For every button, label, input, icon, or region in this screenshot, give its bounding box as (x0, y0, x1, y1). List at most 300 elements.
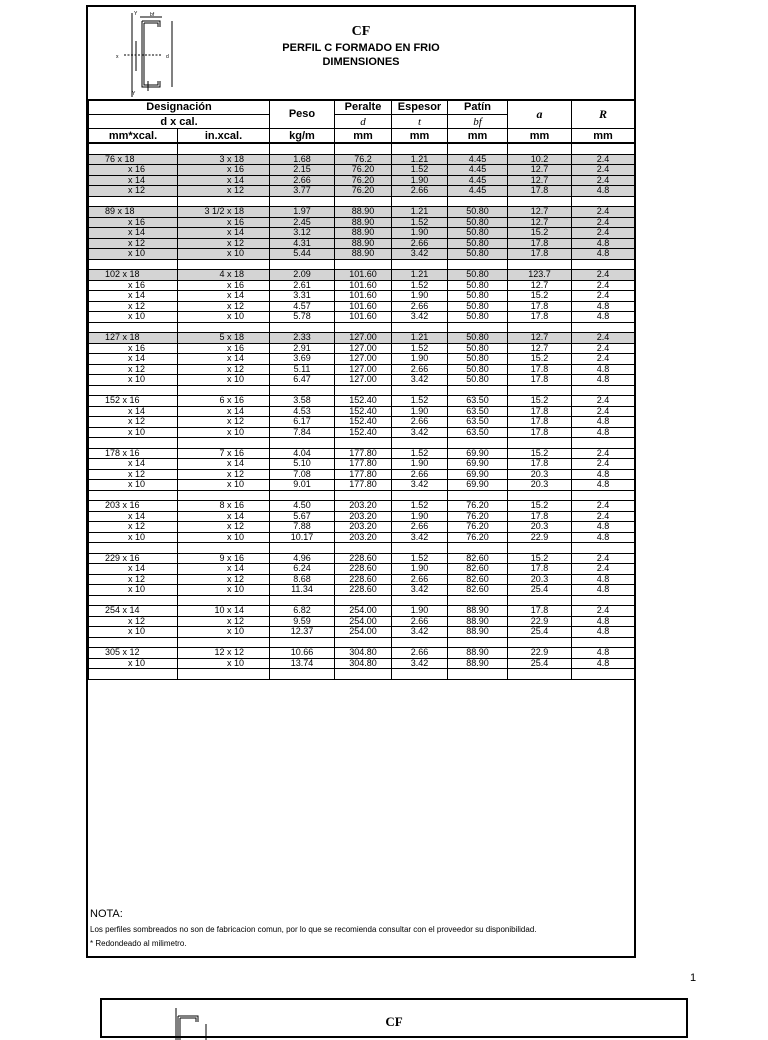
cell-R: 4.8 (572, 658, 635, 669)
table-row (89, 501, 635, 512)
cell-R: 4.8 (572, 427, 635, 438)
cell-in: x 14 (178, 228, 270, 239)
table-row (89, 648, 635, 659)
svg-text:Y: Y (134, 11, 138, 17)
spacer-row (89, 637, 635, 648)
cell-R: 4.8 (572, 364, 635, 375)
cell-mm: x 14 (89, 228, 178, 239)
cell-in: x 10 (178, 627, 270, 638)
cell-d: 177.80 (335, 448, 392, 459)
cell-peso: 3.77 (270, 186, 335, 197)
table-row (89, 175, 635, 186)
table-row (89, 658, 635, 669)
table-row (89, 480, 635, 491)
cell-R: 2.4 (572, 511, 635, 522)
cell-bf: 50.80 (448, 228, 508, 239)
cell-R: 2.4 (572, 207, 635, 218)
table-row (89, 354, 635, 365)
cell-mm: x 10 (89, 585, 178, 596)
cell-peso: 12.37 (270, 627, 335, 638)
cell-a: 12.7 (508, 207, 572, 218)
cell-mm: x 14 (89, 564, 178, 575)
cell-d: 177.80 (335, 469, 392, 480)
cell-d: 152.40 (335, 396, 392, 407)
cell-d: 127.00 (335, 343, 392, 354)
col-peralte: Peralte (335, 100, 392, 115)
cell-mm: 152 x 16 (89, 396, 178, 407)
table-row (89, 532, 635, 543)
cell-in: x 16 (178, 217, 270, 228)
cell-mm: x 12 (89, 522, 178, 533)
cell-d: 127.00 (335, 364, 392, 375)
cell-bf: 63.50 (448, 427, 508, 438)
cell-R: 2.4 (572, 280, 635, 291)
cell-in: x 14 (178, 354, 270, 365)
cell-bf: 50.80 (448, 291, 508, 302)
cell-d: 76.20 (335, 175, 392, 186)
next-page-header (100, 998, 688, 1038)
cell-mm: x 10 (89, 658, 178, 669)
cell-t: 2.66 (392, 417, 448, 428)
cell-d: 254.00 (335, 606, 392, 617)
cell-peso: 8.68 (270, 574, 335, 585)
cell-d: 228.60 (335, 564, 392, 575)
table-row (89, 154, 635, 165)
cell-mm: x 14 (89, 175, 178, 186)
cell-mm: 305 x 12 (89, 648, 178, 659)
cell-t: 1.21 (392, 154, 448, 165)
cell-d: 177.80 (335, 459, 392, 470)
cell-R: 4.8 (572, 585, 635, 596)
page-title: CF (351, 24, 371, 39)
table-row (89, 396, 635, 407)
cell-d: 88.90 (335, 217, 392, 228)
cell-a: 15.2 (508, 228, 572, 239)
cell-a: 22.9 (508, 648, 572, 659)
cell-mm: x 12 (89, 417, 178, 428)
cell-R: 4.8 (572, 186, 635, 197)
cell-t: 2.66 (392, 522, 448, 533)
cell-mm: x 12 (89, 238, 178, 249)
cell-a: 12.7 (508, 217, 572, 228)
cell-bf: 69.90 (448, 480, 508, 491)
cell-t: 2.66 (392, 301, 448, 312)
cell-a: 12.7 (508, 175, 572, 186)
cell-R: 4.8 (572, 616, 635, 627)
cell-a: 17.8 (508, 564, 572, 575)
table-row (89, 564, 635, 575)
cell-bf: 88.90 (448, 627, 508, 638)
cell-mm: 102 x 18 (89, 270, 178, 281)
cell-bf: 50.80 (448, 364, 508, 375)
cell-R: 2.4 (572, 333, 635, 344)
cell-a: 25.4 (508, 658, 572, 669)
cell-bf: 88.90 (448, 606, 508, 617)
table-row (89, 574, 635, 585)
cell-peso: 3.69 (270, 354, 335, 365)
cell-bf: 82.60 (448, 574, 508, 585)
cell-in: 5 x 18 (178, 333, 270, 344)
unit-espesor: mm (392, 129, 448, 144)
cell-mm: x 10 (89, 532, 178, 543)
cell-bf: 50.80 (448, 354, 508, 365)
cell-bf: 69.90 (448, 469, 508, 480)
next-page-title: CF (385, 1014, 403, 1029)
spacer-row (89, 196, 635, 207)
cell-bf: 50.80 (448, 375, 508, 386)
cell-d: 88.90 (335, 228, 392, 239)
cell-in: x 16 (178, 165, 270, 176)
cell-peso: 2.33 (270, 333, 335, 344)
cell-a: 17.8 (508, 301, 572, 312)
cell-bf: 88.90 (448, 616, 508, 627)
cell-t: 1.52 (392, 553, 448, 564)
svg-text:d: d (166, 54, 169, 60)
cell-a: 15.2 (508, 396, 572, 407)
cell-t: 2.66 (392, 616, 448, 627)
cell-R: 4.8 (572, 532, 635, 543)
cell-peso: 1.68 (270, 154, 335, 165)
table-row (89, 238, 635, 249)
cell-a: 15.2 (508, 501, 572, 512)
cell-bf: 82.60 (448, 585, 508, 596)
cell-a: 123.7 (508, 270, 572, 281)
cell-d: 127.00 (335, 354, 392, 365)
cell-d: 203.20 (335, 511, 392, 522)
cell-in: x 12 (178, 417, 270, 428)
svg-text:x: x (116, 54, 119, 60)
table-row (89, 511, 635, 522)
note-text: Los perfiles sombreados no son de fabricacion comun, por lo que se recomienda consultar con el proveedor su disponibilidad. (90, 925, 537, 934)
cell-mm: x 10 (89, 312, 178, 323)
cell-t: 1.21 (392, 333, 448, 344)
table-row (89, 270, 635, 281)
cell-mm: x 16 (89, 165, 178, 176)
cell-a: 17.8 (508, 186, 572, 197)
table-row (89, 364, 635, 375)
cell-mm: x 10 (89, 375, 178, 386)
cell-mm: x 10 (89, 249, 178, 260)
cell-mm: x 14 (89, 511, 178, 522)
cell-t: 1.90 (392, 406, 448, 417)
cell-in: x 12 (178, 522, 270, 533)
cell-in: x 14 (178, 459, 270, 470)
col-patin-symbol: bf (448, 115, 508, 129)
col-patin: Patín (448, 100, 508, 115)
cell-t: 3.42 (392, 627, 448, 638)
cell-peso: 5.44 (270, 249, 335, 260)
cell-bf: 82.60 (448, 553, 508, 564)
cell-d: 304.80 (335, 658, 392, 669)
cell-R: 4.8 (572, 627, 635, 638)
cell-d: 228.60 (335, 574, 392, 585)
cell-R: 2.4 (572, 564, 635, 575)
cell-t: 3.42 (392, 532, 448, 543)
cell-in: x 12 (178, 574, 270, 585)
svg-text:bf: bf (150, 12, 155, 18)
cell-t: 1.52 (392, 217, 448, 228)
cell-bf: 76.20 (448, 501, 508, 512)
spacer-row (89, 259, 635, 270)
cell-in: x 12 (178, 301, 270, 312)
cell-peso: 7.84 (270, 427, 335, 438)
cell-t: 1.21 (392, 270, 448, 281)
cell-peso: 4.04 (270, 448, 335, 459)
cell-a: 22.9 (508, 532, 572, 543)
note-footnote: * Redondeado al milimetro. (90, 939, 187, 948)
unit-r: mm (572, 129, 635, 144)
table-row (89, 207, 635, 218)
table-row (89, 228, 635, 239)
cell-R: 4.8 (572, 469, 635, 480)
cell-peso: 7.88 (270, 522, 335, 533)
cell-R: 2.4 (572, 396, 635, 407)
cell-bf: 4.45 (448, 165, 508, 176)
cell-peso: 4.57 (270, 301, 335, 312)
cell-R: 2.4 (572, 165, 635, 176)
cell-a: 17.8 (508, 375, 572, 386)
cell-bf: 76.20 (448, 511, 508, 522)
cell-d: 177.80 (335, 480, 392, 491)
cell-a: 10.2 (508, 154, 572, 165)
cell-t: 3.42 (392, 249, 448, 260)
page-subtitle: PERFIL C FORMADO EN FRIO (282, 42, 440, 54)
spacer-row (89, 543, 635, 554)
cell-R: 4.8 (572, 249, 635, 260)
cell-d: 101.60 (335, 280, 392, 291)
cell-mm: x 10 (89, 427, 178, 438)
cell-d: 254.00 (335, 627, 392, 638)
cell-mm: 203 x 16 (89, 501, 178, 512)
cell-R: 2.4 (572, 406, 635, 417)
cell-mm: x 12 (89, 364, 178, 375)
cell-in: 4 x 18 (178, 270, 270, 281)
cell-R: 4.8 (572, 375, 635, 386)
cell-mm: x 14 (89, 291, 178, 302)
cell-mm: x 12 (89, 301, 178, 312)
cell-mm: 89 x 18 (89, 207, 178, 218)
cell-bf: 50.80 (448, 333, 508, 344)
cell-mm: x 10 (89, 480, 178, 491)
cell-d: 101.60 (335, 270, 392, 281)
unit-a: mm (508, 129, 572, 144)
cell-t: 1.90 (392, 175, 448, 186)
cell-d: 101.60 (335, 291, 392, 302)
cell-d: 203.20 (335, 501, 392, 512)
cell-in: 3 1/2 x 18 (178, 207, 270, 218)
cell-bf: 82.60 (448, 564, 508, 575)
cell-t: 1.90 (392, 511, 448, 522)
table-row (89, 522, 635, 533)
cell-a: 17.8 (508, 364, 572, 375)
cell-peso: 6.47 (270, 375, 335, 386)
cell-peso: 3.31 (270, 291, 335, 302)
cell-peso: 2.61 (270, 280, 335, 291)
cell-a: 15.2 (508, 354, 572, 365)
cell-peso: 7.08 (270, 469, 335, 480)
cell-bf: 76.20 (448, 532, 508, 543)
col-espesor-symbol: t (392, 115, 448, 129)
cell-R: 2.4 (572, 343, 635, 354)
cell-in: x 12 (178, 616, 270, 627)
cell-d: 127.00 (335, 375, 392, 386)
col-peralte-symbol: d (335, 115, 392, 129)
cell-t: 2.66 (392, 186, 448, 197)
spacer-row (89, 438, 635, 449)
cell-t: 1.90 (392, 459, 448, 470)
unit-patin: mm (448, 129, 508, 144)
cell-t: 3.42 (392, 375, 448, 386)
cell-a: 20.3 (508, 522, 572, 533)
cell-in: x 14 (178, 511, 270, 522)
cell-mm: x 14 (89, 406, 178, 417)
cell-in: x 12 (178, 364, 270, 375)
cell-t: 2.66 (392, 469, 448, 480)
cell-peso: 4.31 (270, 238, 335, 249)
cell-t: 3.42 (392, 427, 448, 438)
cell-peso: 6.24 (270, 564, 335, 575)
table-row (89, 186, 635, 197)
cell-peso: 5.10 (270, 459, 335, 470)
cell-mm: x 16 (89, 280, 178, 291)
cell-d: 203.20 (335, 522, 392, 533)
cell-bf: 63.50 (448, 417, 508, 428)
table-body (89, 143, 635, 679)
table-row (89, 333, 635, 344)
cell-peso: 10.17 (270, 532, 335, 543)
cell-R: 4.8 (572, 301, 635, 312)
table-row (89, 165, 635, 176)
cell-d: 76.2 (335, 154, 392, 165)
cell-peso: 2.45 (270, 217, 335, 228)
cell-t: 1.52 (392, 501, 448, 512)
cell-R: 4.8 (572, 417, 635, 428)
cell-peso: 2.91 (270, 343, 335, 354)
col-r: R (572, 100, 635, 129)
cell-a: 17.8 (508, 417, 572, 428)
cell-peso: 5.67 (270, 511, 335, 522)
cell-R: 4.8 (572, 312, 635, 323)
cell-bf: 50.80 (448, 301, 508, 312)
cell-a: 12.7 (508, 333, 572, 344)
col-espesor: Espesor (392, 100, 448, 115)
cell-bf: 50.80 (448, 270, 508, 281)
table-row (89, 343, 635, 354)
table-row (89, 627, 635, 638)
cell-t: 2.66 (392, 238, 448, 249)
cell-a: 17.8 (508, 427, 572, 438)
cell-bf: 88.90 (448, 648, 508, 659)
cell-in: x 10 (178, 585, 270, 596)
cell-d: 101.60 (335, 301, 392, 312)
col-peso: Peso (270, 100, 335, 129)
cell-R: 4.8 (572, 522, 635, 533)
cell-bf: 50.80 (448, 312, 508, 323)
cell-a: 17.8 (508, 406, 572, 417)
cell-d: 88.90 (335, 207, 392, 218)
cell-peso: 4.96 (270, 553, 335, 564)
cell-t: 1.52 (392, 396, 448, 407)
cell-a: 12.7 (508, 343, 572, 354)
cell-in: x 10 (178, 375, 270, 386)
cell-peso: 4.50 (270, 501, 335, 512)
cell-bf: 4.45 (448, 175, 508, 186)
cell-bf: 88.90 (448, 658, 508, 669)
cell-peso: 2.15 (270, 165, 335, 176)
cell-peso: 4.53 (270, 406, 335, 417)
note-title: NOTA: (90, 908, 123, 920)
cell-d: 152.40 (335, 417, 392, 428)
cell-d: 88.90 (335, 238, 392, 249)
cell-bf: 50.80 (448, 207, 508, 218)
spacer-row (89, 595, 635, 606)
col-designacion: Designación (89, 100, 270, 115)
cell-d: 304.80 (335, 648, 392, 659)
spacer-row (89, 385, 635, 396)
cell-bf: 50.80 (448, 280, 508, 291)
cell-peso: 6.82 (270, 606, 335, 617)
cell-peso: 13.74 (270, 658, 335, 669)
cell-t: 1.90 (392, 228, 448, 239)
table-row (89, 301, 635, 312)
cell-peso: 10.66 (270, 648, 335, 659)
unit-mm-cal: mm*xcal. (89, 129, 178, 144)
cell-peso: 1.97 (270, 207, 335, 218)
page-subtitle-2: DIMENSIONES (322, 56, 400, 68)
table-row (89, 427, 635, 438)
spacer-row (89, 143, 635, 154)
spacer-row (89, 322, 635, 333)
cell-mm: x 12 (89, 574, 178, 585)
cell-t: 1.90 (392, 606, 448, 617)
table-row (89, 616, 635, 627)
cell-R: 4.8 (572, 648, 635, 659)
unit-peralte: mm (335, 129, 392, 144)
cell-t: 1.52 (392, 448, 448, 459)
cell-d: 76.20 (335, 165, 392, 176)
cell-t: 2.66 (392, 364, 448, 375)
col-designacion-sub: d x cal. (89, 115, 270, 129)
cell-bf: 50.80 (448, 343, 508, 354)
cell-d: 88.90 (335, 249, 392, 260)
table-row (89, 217, 635, 228)
cell-mm: x 10 (89, 627, 178, 638)
cell-a: 20.3 (508, 574, 572, 585)
cell-in: x 10 (178, 480, 270, 491)
cell-bf: 50.80 (448, 238, 508, 249)
cell-d: 228.60 (335, 585, 392, 596)
cell-a: 25.4 (508, 627, 572, 638)
cell-t: 1.52 (392, 280, 448, 291)
cell-in: x 14 (178, 291, 270, 302)
cell-a: 12.7 (508, 280, 572, 291)
cell-a: 17.8 (508, 249, 572, 260)
cell-R: 2.4 (572, 448, 635, 459)
cell-R: 2.4 (572, 270, 635, 281)
cell-mm: x 12 (89, 186, 178, 197)
cell-t: 3.42 (392, 312, 448, 323)
cell-peso: 11.34 (270, 585, 335, 596)
table-row (89, 291, 635, 302)
table-row (89, 585, 635, 596)
cell-R: 2.4 (572, 501, 635, 512)
unit-peso: kg/m (270, 129, 335, 144)
cell-R: 4.8 (572, 238, 635, 249)
cell-mm: 254 x 14 (89, 606, 178, 617)
cell-peso: 3.12 (270, 228, 335, 239)
table-row (89, 459, 635, 470)
cell-in: x 14 (178, 564, 270, 575)
